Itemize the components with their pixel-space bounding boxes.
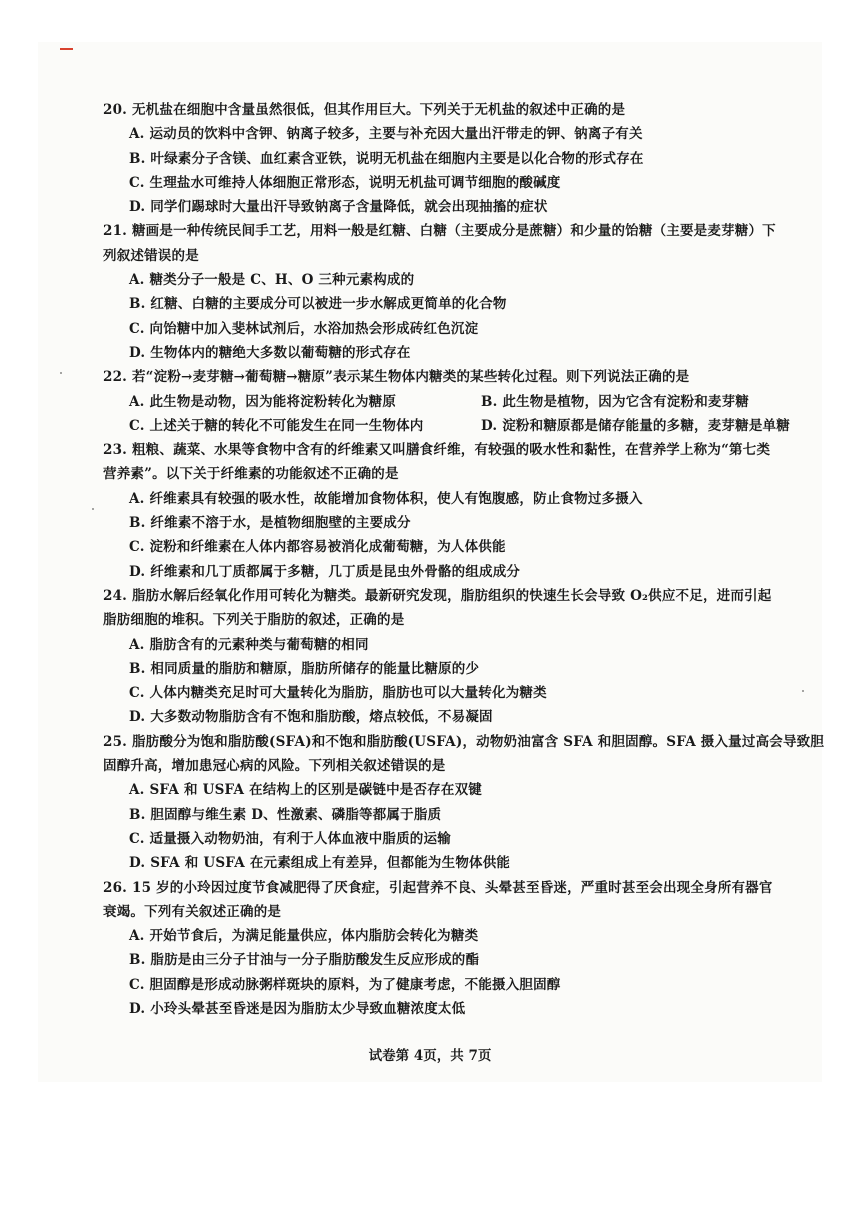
question-stem: 22. 若“淀粉→麦芽糖→葡萄糖→糖原”表示某生物体内糖类的某些转化过程。则下列说法正确的是 bbox=[103, 369, 690, 386]
option-d: D. 纤维素和几丁质都属于多糖，几丁质是昆虫外骨骼的组成成分 bbox=[129, 563, 521, 580]
page-footer: 试卷第 4页，共 7页 bbox=[368, 1048, 492, 1064]
scan-speck bbox=[92, 508, 94, 510]
option-d: D. 生物体内的糖绝大多数以葡萄糖的形式存在 bbox=[129, 344, 411, 361]
option-a: A. 开始节食后，为满足能量供应，体内脂肪会转化为糖类 bbox=[129, 928, 479, 945]
question-list bbox=[103, 98, 833, 1021]
question-stem-line: 25. 脂肪酸分为饱和脂肪酸(SFA)和不饱和脂肪酸(USFA)，动物奶油富含 SFA 和胆固醇。SFA 摄入量过高会导致胆 bbox=[103, 733, 825, 750]
option-b: B. 红糖、白糖的主要成分可以被进一步水解成更简单的化合物 bbox=[129, 296, 507, 313]
question-26 bbox=[103, 876, 833, 1022]
option-a: A. SFA 和 USFA 在结构上的区别是碳链中是否存在双键 bbox=[129, 782, 482, 799]
option-c: C. 胆固醇是形成动脉粥样斑块的原料，为了健康考虑，不能摄入胆固醇 bbox=[129, 976, 561, 993]
question-20 bbox=[103, 98, 833, 219]
option-c: C. 向饴糖中加入斐林试剂后，水浴加热会形成砖红色沉淀 bbox=[129, 320, 479, 337]
option-d: D. 小玲头晕甚至昏迷是因为脂肪太少导致血糖浓度太低 bbox=[129, 1000, 466, 1017]
question-25 bbox=[103, 730, 833, 876]
option-c: C. 适量摄入动物奶油，有利于人体血液中脂质的运输 bbox=[129, 830, 451, 847]
question-stem-line: 21. 糖画是一种传统民间手工艺，用料一般是红糖、白糖（主要成分是蔗糖）和少量的饴糖（主要是麦芽糖）下 bbox=[103, 223, 776, 240]
question-24 bbox=[103, 584, 833, 730]
option-row bbox=[103, 414, 833, 438]
option-c: C. 人体内糖类充足时可大量转化为脂肪，脂肪也可以大量转化为糖类 bbox=[129, 685, 547, 702]
question-stem-line: 列叙述错误的是 bbox=[103, 247, 199, 264]
option-d: D. 大多数动物脂肪含有不饱和脂肪酸，熔点较低，不易凝固 bbox=[129, 709, 493, 726]
option-b: B. 脂肪是由三分子甘油与一分子脂肪酸发生反应形成的酯 bbox=[129, 952, 480, 969]
scan-speck bbox=[60, 372, 62, 374]
option-b: B. 相同质量的脂肪和糖原，脂肪所储存的能量比糖原的少 bbox=[129, 660, 480, 677]
option-a: A. 糖类分子一般是 C、H、O 三种元素构成的 bbox=[129, 272, 415, 289]
question-stem-line: 固醇升高，增加患冠心病的风险。下列相关叙述错误的是 bbox=[103, 758, 446, 775]
question-stem: 20. 无机盐在细胞中含量虽然很低，但其作用巨大。下列关于无机盐的叙述中正确的是 bbox=[103, 102, 626, 118]
question-stem-line: 营养素”。以下关于纤维素的功能叙述不正确的是 bbox=[103, 466, 399, 483]
option-d: D. SFA 和 USFA 在元素组成上有差异，但都能为生物体供能 bbox=[129, 855, 511, 872]
question-22 bbox=[103, 365, 833, 438]
option-b: B. 纤维素不溶于水，是植物细胞壁的主要成分 bbox=[129, 515, 411, 532]
option-b: B. 胆固醇与维生素 D、性激素、磷脂等都属于脂质 bbox=[129, 806, 442, 823]
question-stem-line: 衰竭。下列有关叙述正确的是 bbox=[103, 903, 282, 920]
option-d: D. 同学们踢球时大量出汗导致钠离子含量降低，就会出现抽搐的症状 bbox=[129, 199, 548, 216]
option-b: B. 叶绿素分子含镁、血红素含亚铁，说明无机盐在细胞内主要是以化合物的形式存在 bbox=[129, 150, 644, 167]
option-c: C. 生理盐水可维持人体细胞正常形态，说明无机盐可调节细胞的酸碱度 bbox=[129, 174, 561, 191]
question-23 bbox=[103, 438, 833, 584]
option-row bbox=[103, 390, 833, 414]
option-c: C. 上述关于糖的转化不可能发生在同一生物体内 bbox=[129, 417, 424, 434]
question-stem-line: 24. 脂肪水解后经氧化作用可转化为糖类。最新研究发现，脂肪组织的快速生长会导致 O₂供应不足，进而引起 bbox=[103, 587, 772, 604]
red-mark bbox=[60, 48, 73, 50]
option-a: A. 脂肪含有的元素种类与葡萄糖的相同 bbox=[129, 636, 369, 653]
option-c: C. 淀粉和纤维素在人体内都容易被消化成葡萄糖，为人体供能 bbox=[129, 539, 506, 556]
option-a: A. 此生物是动物，因为能将淀粉转化为糖原 bbox=[129, 393, 397, 410]
option-b: B. 此生物是植物，因为它含有淀粉和麦芽糖 bbox=[481, 393, 750, 410]
question-stem-line: 脂肪细胞的堆积。下列关于脂肪的叙述，正确的是 bbox=[103, 612, 405, 629]
question-stem-line: 26. 15 岁的小玲因过度节食减肥得了厌食症，引起营养不良、头晕甚至昏迷，严重时甚至会出现全身所有器官 bbox=[103, 879, 773, 896]
question-stem-line: 23. 粗粮、蔬菜、水果等食物中含有的纤维素又叫膳食纤维，有较强的吸水性和黏性，在营养学上称为“第七类 bbox=[103, 442, 771, 459]
question-21 bbox=[103, 219, 833, 365]
option-a: A. 纤维素具有较强的吸水性，故能增加食物体积，使人有饱腹感，防止食物过多摄入 bbox=[129, 490, 643, 507]
option-a: A. 运动员的饮料中含钾、钠离子较多，主要与补充因大量出汗带走的钾、钠离子有关 bbox=[129, 126, 643, 143]
option-d: D. 淀粉和糖原都是储存能量的多糖，麦芽糖是单糖 bbox=[481, 417, 790, 434]
